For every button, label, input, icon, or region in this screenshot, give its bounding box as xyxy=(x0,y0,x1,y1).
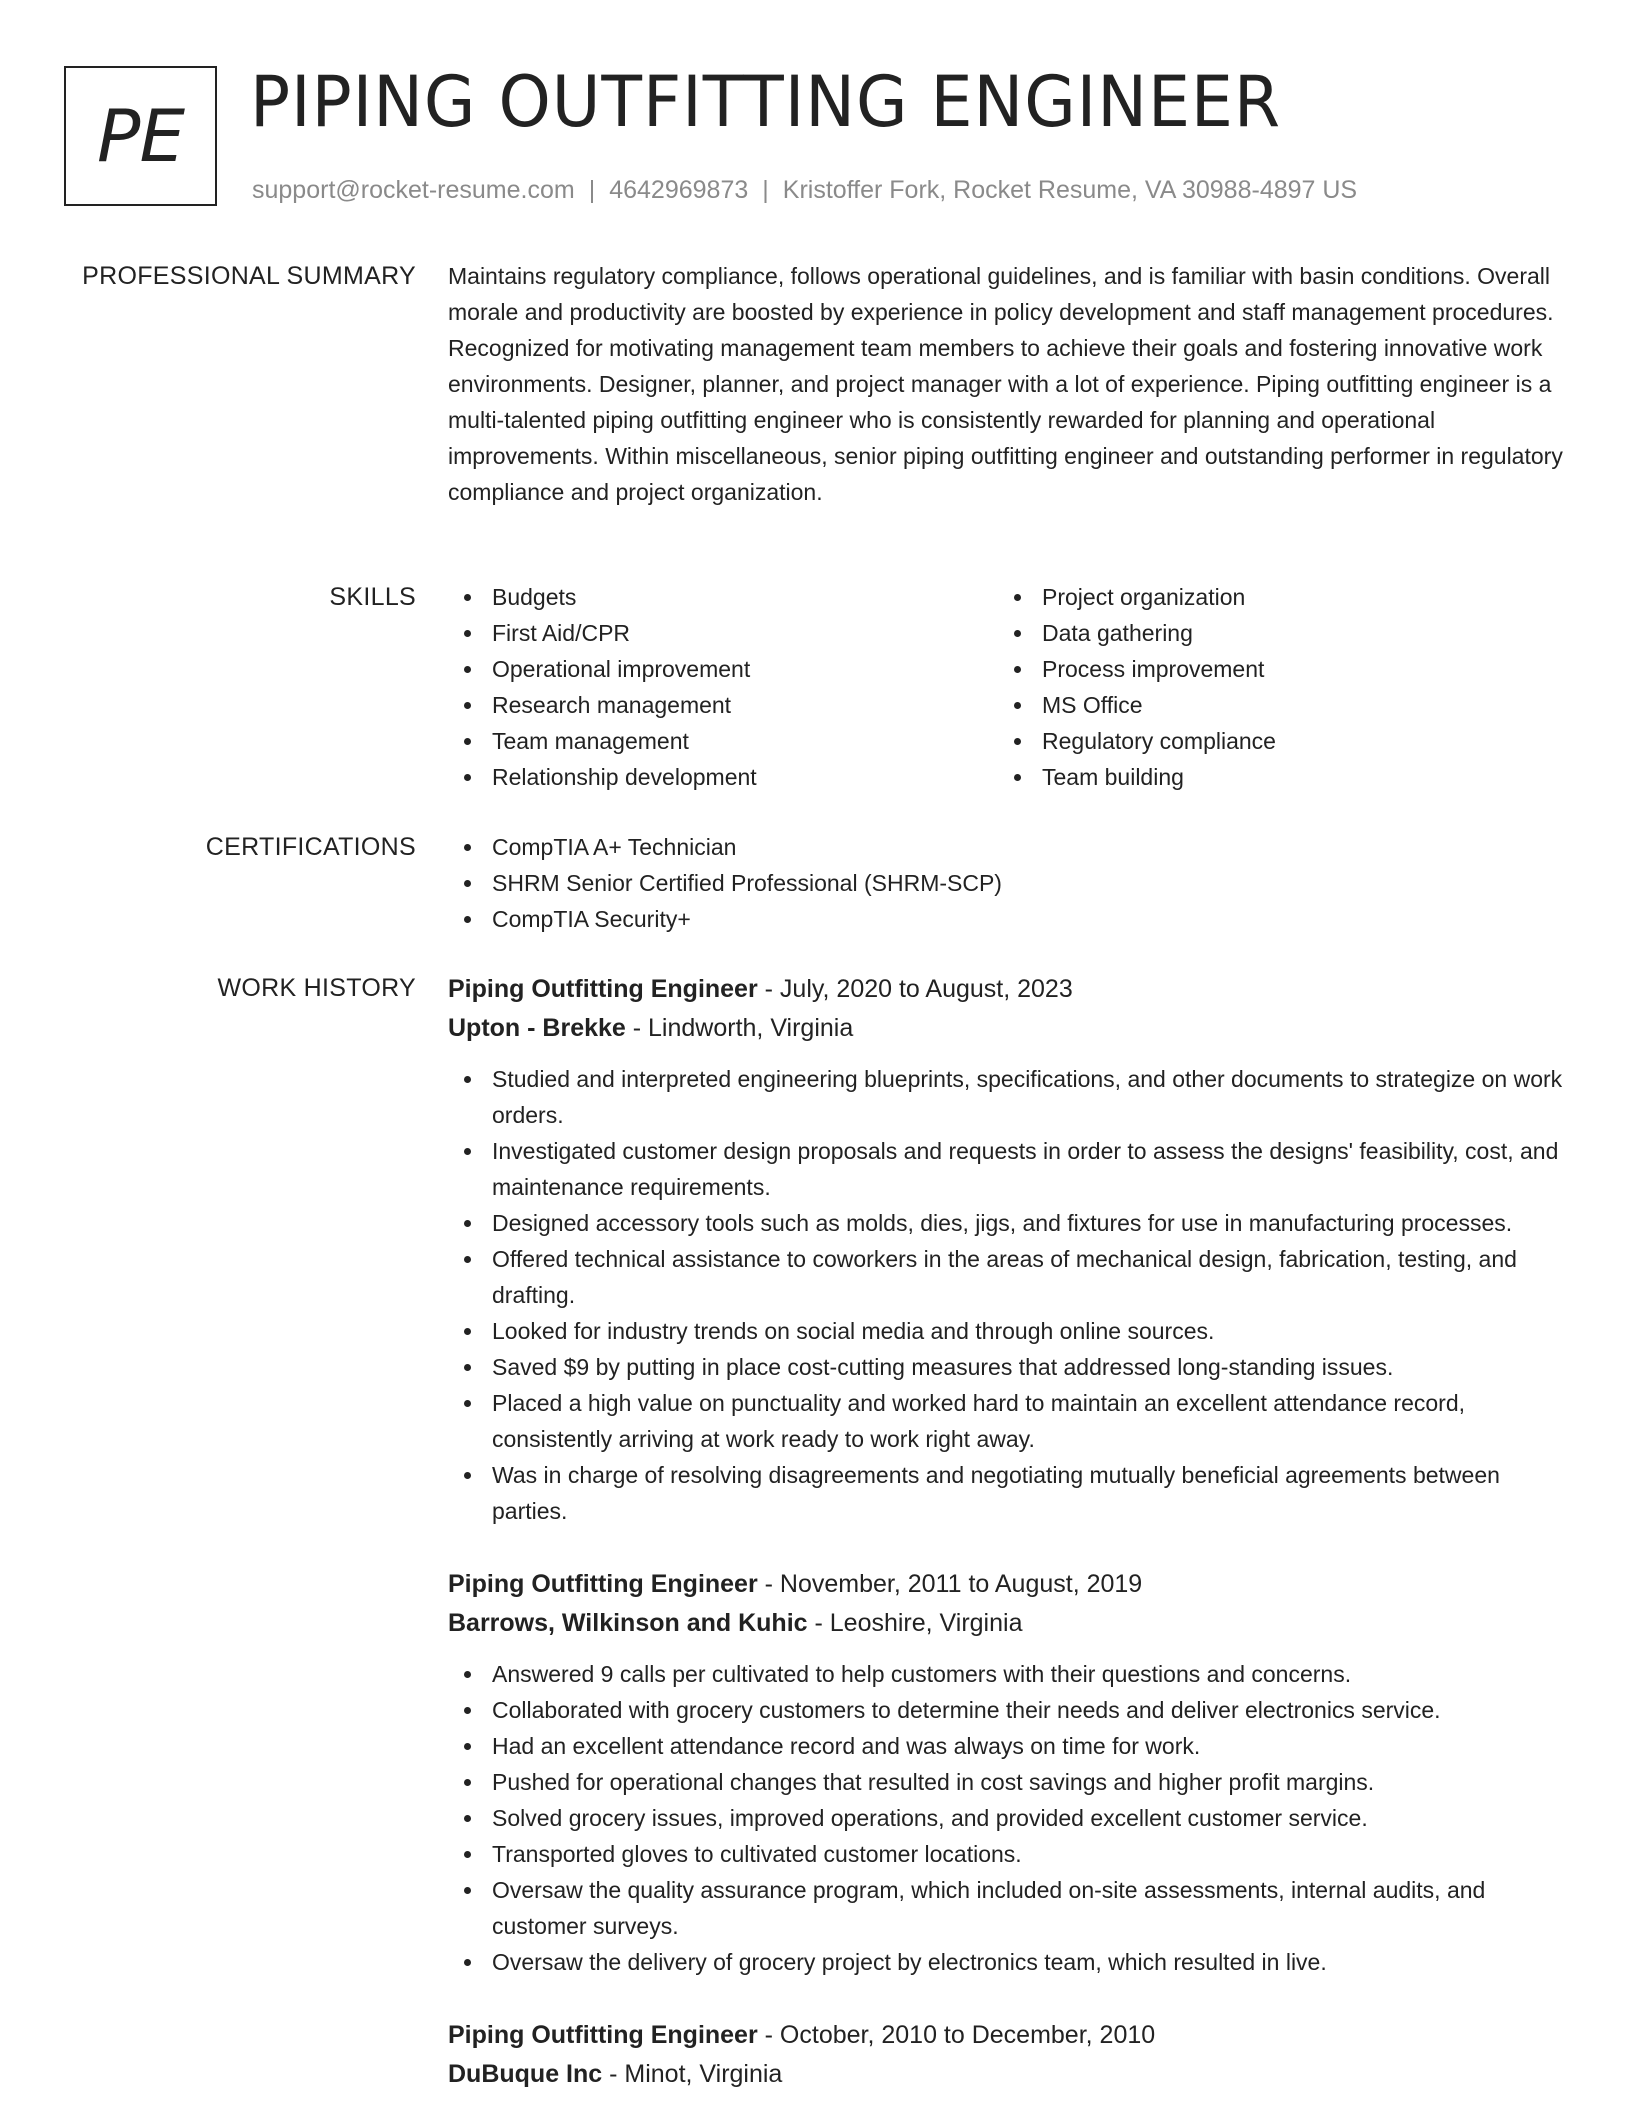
job-bullet: Offered technical assistance to coworkers in the areas of mechanical design, fabrication, testing, and drafting. xyxy=(448,1241,1568,1313)
job-title: Piping Outfitting Engineer xyxy=(448,1570,758,1598)
job-dates: October, 2010 to December, 2010 xyxy=(779,2021,1156,2049)
skills-list-left xyxy=(448,579,998,795)
contact-separator: | xyxy=(762,176,769,204)
contact-email: support@rocket-resume.com xyxy=(252,176,575,204)
certification-item: SHRM Senior Certified Professional (SHRM-SCP) xyxy=(448,865,1568,901)
certification-item: CompTIA Security+ xyxy=(448,901,1568,937)
monogram-box xyxy=(64,66,217,206)
job-bullet: Oversaw the delivery of grocery project by electronics team, which resulted in live. xyxy=(448,1944,1568,1980)
monogram-initials: PE xyxy=(97,94,184,178)
job-title: Piping Outfitting Engineer xyxy=(448,975,758,1003)
job-bullet: Answered 9 calls per cultivated to help customers with their questions and concerns. xyxy=(448,1656,1568,1692)
skill-item: Research management xyxy=(448,687,998,723)
job-bullet: Solved grocery issues, improved operations, and provided excellent customer service. xyxy=(448,1800,1568,1836)
job-title-line: Piping Outfitting Engineer - July, 2020 to August, 2023 xyxy=(448,975,1073,1003)
job-location: Minot, Virginia xyxy=(624,2060,783,2088)
section-heading: CERTIFICATIONS xyxy=(205,833,416,861)
job-entry xyxy=(448,1565,1568,1980)
section-heading: PROFESSIONAL SUMMARY xyxy=(82,262,416,290)
job-title: Piping Outfitting Engineer xyxy=(448,2021,758,2049)
job-bullet: Oversaw the quality assurance program, which included on-site assessments, internal audits, and customer surveys. xyxy=(448,1872,1568,1944)
job-bullet: Investigated customer design proposals and requests in order to assess the designs' feasibility, cost, and maintenance requirements. xyxy=(448,1133,1568,1205)
job-bullet: Studied and interpreted engineering blueprints, specifications, and other documents to strategize on work orders. xyxy=(448,1061,1568,1133)
job-company: Upton - Brekke xyxy=(448,1014,626,1042)
contact-address: Kristoffer Fork, Rocket Resume, VA 30988-4897 US xyxy=(782,176,1358,204)
job-dates: July, 2020 to August, 2023 xyxy=(779,975,1073,1003)
job-company-line: DuBuque Inc - Minot, Virginia xyxy=(448,2060,783,2088)
skill-item: Process improvement xyxy=(998,651,1548,687)
job-company: Barrows, Wilkinson and Kuhic xyxy=(448,1609,808,1637)
skill-item: Team building xyxy=(998,759,1548,795)
job-entry xyxy=(448,2016,1568,2094)
certifications-list xyxy=(448,829,1568,937)
job-bullet: Collaborated with grocery customers to determine their needs and deliver electronics service. xyxy=(448,1692,1568,1728)
job-bullet: Had an excellent attendance record and was always on time for work. xyxy=(448,1728,1568,1764)
job-bullets xyxy=(448,1061,1568,1529)
skill-item: Project organization xyxy=(998,579,1548,615)
section-heading: WORK HISTORY xyxy=(217,974,416,1002)
skill-item: Relationship development xyxy=(448,759,998,795)
job-company-line: Upton - Brekke - Lindworth, Virginia xyxy=(448,1014,854,1042)
skill-item: Operational improvement xyxy=(448,651,998,687)
skill-item: Regulatory compliance xyxy=(998,723,1548,759)
skill-item: Data gathering xyxy=(998,615,1548,651)
job-title-line: Piping Outfitting Engineer - October, 2010 to December, 2010 xyxy=(448,2021,1156,2049)
job-bullet: Placed a high value on punctuality and worked hard to maintain an excellent attendance record, consistently arriving at work ready to work right away. xyxy=(448,1385,1568,1457)
skill-item: MS Office xyxy=(998,687,1548,723)
skill-item: Budgets xyxy=(448,579,998,615)
contact-phone: 4642969873 xyxy=(609,176,749,204)
job-company: DuBuque Inc xyxy=(448,2060,603,2088)
job-entry xyxy=(448,970,1568,1529)
skill-item: First Aid/CPR xyxy=(448,615,998,651)
section-heading: SKILLS xyxy=(329,583,416,611)
job-dates: November, 2011 to August, 2019 xyxy=(779,1570,1143,1598)
contact-line xyxy=(252,176,1357,205)
job-bullets xyxy=(448,1656,1568,1980)
job-location: Lindworth, Virginia xyxy=(648,1014,854,1042)
job-bullet: Pushed for operational changes that resulted in cost savings and higher profit margins. xyxy=(448,1764,1568,1800)
skills-list-right xyxy=(998,579,1548,795)
contact-separator: | xyxy=(588,176,596,204)
resume-title: PIPING OUTFITTING ENGINEER xyxy=(250,61,1282,143)
job-bullet: Transported gloves to cultivated customer locations. xyxy=(448,1836,1568,1872)
job-bullet: Was in charge of resolving disagreements and negotiating mutually beneficial agreements between parties. xyxy=(448,1457,1568,1529)
job-location: Leoshire, Virginia xyxy=(829,1609,1023,1637)
job-bullet: Saved $9 by putting in place cost-cutting measures that addressed long-standing issues. xyxy=(448,1349,1568,1385)
skill-item: Team management xyxy=(448,723,998,759)
job-company-line: Barrows, Wilkinson and Kuhic - Leoshire, Virginia xyxy=(448,1609,1023,1637)
certification-item: CompTIA A+ Technician xyxy=(448,829,1568,865)
job-bullet: Designed accessory tools such as molds, dies, jigs, and fixtures for use in manufacturing processes. xyxy=(448,1205,1568,1241)
summary-text: Maintains regulatory compliance, follows operational guidelines, and is familiar with basin conditions. Overall morale and productivity are boosted by experience in policy development and staff management procedures. Recognized for motivating management team members to achieve their goals and fostering innovative work environments. Designer, planner, and project manager with a lot of experience. Piping outfitting engineer is a multi-talented piping outfitting engineer who is consistently rewarded for planning and operational improvements. Within miscellaneous, senior piping outfitting engineer and outstanding performer in regulatory compliance and project organization. xyxy=(448,263,1563,505)
job-bullet: Looked for industry trends on social media and through online sources. xyxy=(448,1313,1568,1349)
job-title-line: Piping Outfitting Engineer - November, 2011 to August, 2019 xyxy=(448,1570,1143,1598)
